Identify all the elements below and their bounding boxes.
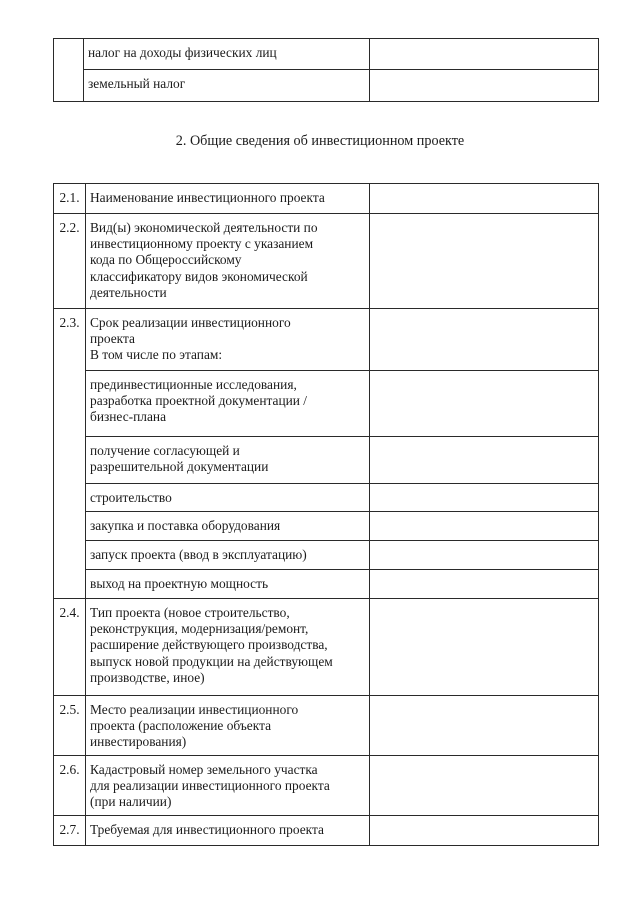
tax-table: [53, 38, 599, 102]
label-line: Вид(ы) экономической деятельности по: [90, 220, 318, 235]
label-line: деятельности: [90, 284, 167, 300]
label-line: (при наличии): [90, 794, 172, 810]
row-label: [86, 484, 370, 512]
label-line: производстве, иное): [90, 669, 205, 685]
table-row: [54, 755, 599, 815]
label-line: выход на проектную мощность: [90, 576, 269, 591]
row-label: [86, 570, 370, 599]
value-cell: [370, 815, 599, 845]
row-number: 2.7.: [54, 815, 86, 845]
value-cell: [370, 39, 599, 70]
table-row: [54, 371, 599, 437]
row-label: [86, 184, 370, 214]
value-cell: [370, 512, 599, 541]
section-title: 2. Общие сведения об инвестиционном проекте: [175, 133, 465, 149]
table-row: [54, 214, 599, 309]
label-line: Наименование инвестиционного проекта: [90, 190, 325, 205]
row-number: 2.5.: [54, 696, 86, 756]
table-row: [54, 484, 599, 512]
table-row: [54, 70, 599, 102]
label-line: реконструкция, модернизация/ремонт,: [90, 621, 309, 637]
label-line: проекта: [90, 331, 135, 347]
row-number: 2.3.: [54, 309, 86, 599]
label-line: закупка и поставка оборудования: [90, 518, 281, 533]
label-line: инвестирования): [90, 734, 187, 750]
table-row: [54, 815, 599, 845]
label-line: классификатору видов экономической: [90, 268, 308, 284]
value-cell: [370, 696, 599, 756]
label-line: прединвестиционные исследования,: [90, 377, 297, 392]
table-row: [54, 599, 599, 696]
row-label: [86, 599, 370, 696]
label-line: бизнес-плана: [90, 409, 167, 425]
value-cell: [370, 437, 599, 484]
label-line: для реализации инвестиционного проекта: [90, 777, 330, 793]
table-row: [54, 696, 599, 756]
label-line: кода по Общероссийскому: [90, 252, 242, 268]
table-row: [54, 437, 599, 484]
label-line: инвестиционному проекту с указанием: [90, 236, 314, 252]
row-label: [86, 214, 370, 309]
tax-label: налог на доходы физических лиц: [84, 39, 370, 70]
value-cell: [370, 570, 599, 599]
value-cell: [370, 755, 599, 815]
row-label: [86, 755, 370, 815]
label-line: Кадастровый номер земельного участка: [90, 761, 318, 777]
row-label: [86, 541, 370, 570]
label-line: Срок реализации инвестиционного: [90, 315, 291, 330]
value-cell: [370, 309, 599, 371]
table-row: [54, 309, 599, 371]
label-line: строительство: [90, 490, 172, 505]
value-cell: [370, 599, 599, 696]
table-row: [54, 541, 599, 570]
value-cell: [370, 70, 599, 102]
label-line: разрешительной документации: [90, 459, 269, 475]
table-row: [54, 39, 599, 70]
table-row: [54, 184, 599, 214]
label-line: запуск проекта (ввод в эксплуатацию): [90, 547, 307, 562]
label-line: разработка проектной документации /: [90, 393, 308, 409]
project-info-table: [53, 183, 599, 846]
label-line: расширение действующего производства,: [90, 637, 328, 653]
value-cell: [370, 184, 599, 214]
row-number: 2.2.: [54, 214, 86, 309]
row-label: [86, 309, 370, 371]
label-line: получение согласующей и: [90, 443, 240, 458]
value-cell: [370, 541, 599, 570]
label-line: Тип проекта (новое строительство,: [90, 605, 290, 620]
row-number: 2.1.: [54, 184, 86, 214]
tax-label: земельный налог: [84, 70, 370, 102]
label-line: выпуск новой продукции на действующем: [90, 653, 333, 669]
row-label: [86, 696, 370, 756]
label-line: В том числе по этапам:: [90, 347, 223, 363]
row-label: [86, 371, 370, 437]
value-cell: [370, 484, 599, 512]
label-line: Требуемая для инвестиционного проекта: [90, 821, 324, 837]
value-cell: [370, 371, 599, 437]
row-label: [86, 815, 370, 845]
row-number: 2.6.: [54, 755, 86, 815]
label-line: проекта (расположение объекта: [90, 718, 272, 734]
table-row: [54, 570, 599, 599]
row-number: 2.4.: [54, 599, 86, 696]
row-number-cell: [54, 39, 84, 102]
row-label: [86, 512, 370, 541]
row-label: [86, 437, 370, 484]
label-line: Место реализации инвестиционного: [90, 702, 299, 717]
table-row: [54, 512, 599, 541]
value-cell: [370, 214, 599, 309]
